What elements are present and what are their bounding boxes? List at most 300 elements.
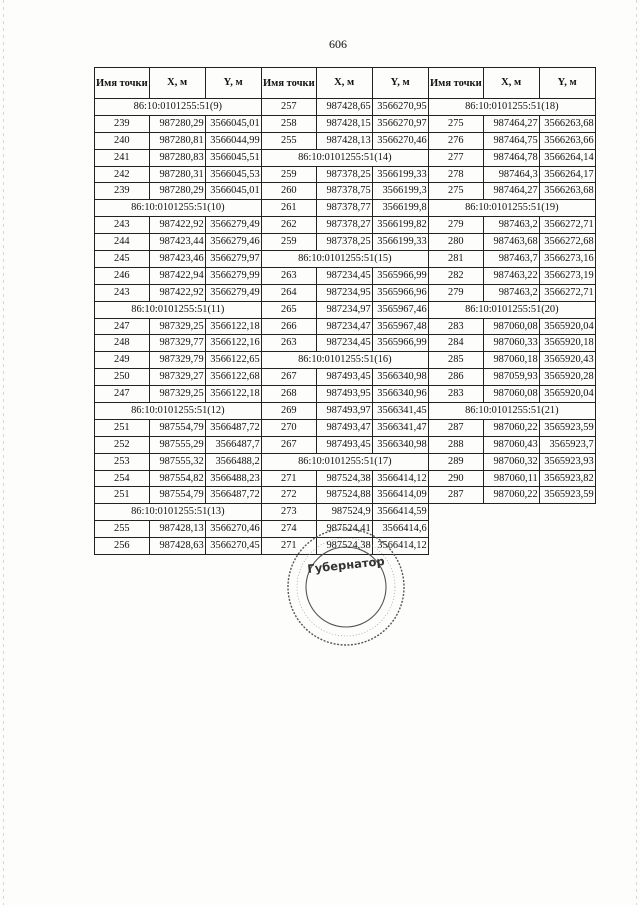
- section-cadastral-number: 86:10:0101255:51(10): [95, 200, 262, 217]
- section-cadastral-number: 86:10:0101255:51(15): [262, 251, 429, 268]
- y-coordinate-cell: 3566272,71: [539, 217, 595, 234]
- point-name-cell: 287: [429, 419, 484, 436]
- section-cadastral-number: 86:10:0101255:51(14): [262, 149, 429, 166]
- x-coordinate-cell: 987378,27: [316, 217, 372, 234]
- header-x: X, м: [316, 68, 372, 99]
- y-coordinate-cell: 3566414,09: [372, 487, 428, 504]
- x-coordinate-cell: 987422,92: [149, 284, 205, 301]
- x-coordinate-cell: 987378,77: [316, 200, 372, 217]
- table-row: [429, 419, 596, 436]
- point-name-cell: 286: [429, 369, 484, 386]
- point-name-cell: 266: [262, 318, 317, 335]
- table-row: [262, 419, 429, 436]
- x-coordinate-cell: 987463,7: [483, 251, 539, 268]
- point-name-cell: 257: [262, 99, 317, 116]
- x-coordinate-cell: 987428,15: [316, 115, 372, 132]
- table-row: [429, 183, 596, 200]
- y-coordinate-cell: 3565920,43: [539, 352, 595, 369]
- point-name-cell: 270: [262, 419, 317, 436]
- y-coordinate-cell: 3565923,59: [539, 419, 595, 436]
- point-name-cell: 284: [429, 335, 484, 352]
- x-coordinate-cell: 987329,77: [149, 335, 205, 352]
- x-coordinate-cell: 987059,93: [483, 369, 539, 386]
- header-y: Y, м: [539, 68, 595, 99]
- x-coordinate-cell: 987378,25: [316, 166, 372, 183]
- x-coordinate-cell: 987234,47: [316, 318, 372, 335]
- section-cadastral-number: 86:10:0101255:51(19): [429, 200, 596, 217]
- section-cadastral-number: 86:10:0101255:51(9): [95, 99, 262, 116]
- point-name-cell: 247: [95, 386, 150, 403]
- table-row: [262, 267, 429, 284]
- section-cadastral-number: 86:10:0101255:51(13): [95, 504, 262, 521]
- y-coordinate-cell: 3566414,12: [372, 470, 428, 487]
- point-name-cell: 288: [429, 436, 484, 453]
- x-coordinate-cell: 987234,95: [316, 284, 372, 301]
- table-row: [95, 453, 262, 470]
- table-row: [262, 386, 429, 403]
- header-point-name: Имя точки: [429, 68, 484, 99]
- table-row: [262, 183, 429, 200]
- section-cadastral-number: 86:10:0101255:51(11): [95, 301, 262, 318]
- x-coordinate-cell: 987554,82: [149, 470, 205, 487]
- header-x: X, м: [149, 68, 205, 99]
- page-number: 606: [329, 37, 347, 51]
- x-coordinate-cell: 987524,38: [316, 470, 372, 487]
- table-row: [95, 251, 262, 268]
- y-coordinate-cell: 3566340,96: [372, 386, 428, 403]
- table-row: [429, 217, 596, 234]
- point-name-cell: 285: [429, 352, 484, 369]
- section-row: [95, 301, 262, 318]
- header-point-name: Имя точки: [95, 68, 150, 99]
- table-row: [262, 369, 429, 386]
- point-name-cell: 260: [262, 183, 317, 200]
- x-coordinate-cell: 987554,79: [149, 487, 205, 504]
- point-name-cell: 274: [262, 521, 317, 538]
- point-name-cell: 267: [262, 436, 317, 453]
- y-coordinate-cell: 3566045,53: [205, 166, 261, 183]
- table-row: [429, 149, 596, 166]
- table-row: [95, 419, 262, 436]
- page-edge-right: [636, 0, 637, 905]
- point-name-cell: 246: [95, 267, 150, 284]
- y-coordinate-cell: 3566263,68: [539, 115, 595, 132]
- table-row: [262, 436, 429, 453]
- y-coordinate-cell: 3566199,33: [372, 166, 428, 183]
- y-coordinate-cell: 3566414,6: [372, 521, 428, 538]
- x-coordinate-cell: 987464,27: [483, 183, 539, 200]
- table-row: [429, 251, 596, 268]
- y-coordinate-cell: 3566488,23: [205, 470, 261, 487]
- point-name-cell: 254: [95, 470, 150, 487]
- seal-outer-ring: [288, 529, 404, 645]
- y-coordinate-cell: 3566122,65: [205, 352, 261, 369]
- point-name-cell: 256: [95, 538, 150, 555]
- point-name-cell: 247: [95, 318, 150, 335]
- point-name-cell: 281: [429, 251, 484, 268]
- section-cadastral-number: 86:10:0101255:51(18): [429, 99, 596, 116]
- y-coordinate-cell: 3566487,72: [205, 419, 261, 436]
- point-name-cell: 290: [429, 470, 484, 487]
- y-coordinate-cell: 3566273,19: [539, 267, 595, 284]
- point-name-cell: 255: [95, 521, 150, 538]
- section-row: [95, 504, 262, 521]
- table-row: [262, 335, 429, 352]
- x-coordinate-cell: 987524,38: [316, 538, 372, 555]
- x-coordinate-cell: 987524,9: [316, 504, 372, 521]
- point-name-cell: 259: [262, 166, 317, 183]
- point-name-cell: 275: [429, 115, 484, 132]
- point-name-cell: 243: [95, 217, 150, 234]
- x-coordinate-cell: 987060,33: [483, 335, 539, 352]
- table-row: [95, 369, 262, 386]
- table-row: [262, 115, 429, 132]
- point-name-cell: 248: [95, 335, 150, 352]
- y-coordinate-cell: 3566270,97: [372, 115, 428, 132]
- table-row: [262, 318, 429, 335]
- x-coordinate-cell: 987280,83: [149, 149, 205, 166]
- section-row: [95, 200, 262, 217]
- point-name-cell: 252: [95, 436, 150, 453]
- x-coordinate-cell: 987555,32: [149, 453, 205, 470]
- y-coordinate-cell: 3566270,45: [205, 538, 261, 555]
- table-row: [95, 521, 262, 538]
- y-coordinate-cell: 3566414,59: [372, 504, 428, 521]
- y-coordinate-cell: 3566279,97: [205, 251, 261, 268]
- point-name-cell: 263: [262, 335, 317, 352]
- point-name-cell: 250: [95, 369, 150, 386]
- section-row: [262, 251, 429, 268]
- y-coordinate-cell: 3566122,68: [205, 369, 261, 386]
- table-row: [429, 487, 596, 504]
- header-y: Y, м: [372, 68, 428, 99]
- table-row: [262, 470, 429, 487]
- y-coordinate-cell: 3566045,51: [205, 149, 261, 166]
- x-coordinate-cell: 987329,27: [149, 369, 205, 386]
- y-coordinate-cell: 3566122,16: [205, 335, 261, 352]
- point-name-cell: 271: [262, 470, 317, 487]
- y-coordinate-cell: 3566279,49: [205, 217, 261, 234]
- table-row: [95, 166, 262, 183]
- table-row: [262, 301, 429, 318]
- header-point-name: Имя точки: [262, 68, 317, 99]
- table-row: [429, 166, 596, 183]
- point-name-cell: 263: [262, 267, 317, 284]
- x-coordinate-cell: 987423,44: [149, 234, 205, 251]
- x-coordinate-cell: 987493,45: [316, 436, 372, 453]
- point-name-cell: 272: [262, 487, 317, 504]
- x-coordinate-cell: 987428,13: [149, 521, 205, 538]
- point-name-cell: 262: [262, 217, 317, 234]
- x-coordinate-cell: 987060,32: [483, 453, 539, 470]
- y-coordinate-cell: 3566340,98: [372, 436, 428, 453]
- y-coordinate-cell: 3566270,46: [205, 521, 261, 538]
- y-coordinate-cell: 3566279,46: [205, 234, 261, 251]
- section-row: [429, 301, 596, 318]
- y-coordinate-cell: 3566199,3: [372, 183, 428, 200]
- table-row: [95, 487, 262, 504]
- table-row: [95, 115, 262, 132]
- y-coordinate-cell: 3566122,18: [205, 386, 261, 403]
- point-name-cell: 269: [262, 403, 317, 420]
- y-coordinate-cell: 3566279,99: [205, 267, 261, 284]
- x-coordinate-cell: 987280,29: [149, 115, 205, 132]
- table-row: [95, 318, 262, 335]
- y-coordinate-cell: 3565967,46: [372, 301, 428, 318]
- point-name-cell: 245: [95, 251, 150, 268]
- point-name-cell: 259: [262, 234, 317, 251]
- point-name-cell: 243: [95, 284, 150, 301]
- y-coordinate-cell: 3566272,71: [539, 284, 595, 301]
- point-name-cell: 273: [262, 504, 317, 521]
- point-name-cell: 249: [95, 352, 150, 369]
- y-coordinate-cell: 3566263,68: [539, 183, 595, 200]
- table-row: [262, 166, 429, 183]
- y-coordinate-cell: 3566264,17: [539, 166, 595, 183]
- point-name-cell: 239: [95, 183, 150, 200]
- y-coordinate-cell: 3566044,99: [205, 132, 261, 149]
- section-row: [429, 200, 596, 217]
- x-coordinate-cell: 987428,63: [149, 538, 205, 555]
- point-name-cell: 283: [429, 318, 484, 335]
- y-coordinate-cell: 3566340,98: [372, 369, 428, 386]
- table-row: [262, 504, 429, 521]
- y-coordinate-cell: 3566270,95: [372, 99, 428, 116]
- x-coordinate-cell: 987423,46: [149, 251, 205, 268]
- x-coordinate-cell: 987234,45: [316, 335, 372, 352]
- x-coordinate-cell: 987422,94: [149, 267, 205, 284]
- table-row: [429, 115, 596, 132]
- section-cadastral-number: 86:10:0101255:51(17): [262, 453, 429, 470]
- x-coordinate-cell: 987378,75: [316, 183, 372, 200]
- table-row: [262, 234, 429, 251]
- x-coordinate-cell: 987060,18: [483, 352, 539, 369]
- section-row: [429, 99, 596, 116]
- point-name-cell: 244: [95, 234, 150, 251]
- y-coordinate-cell: 3566273,16: [539, 251, 595, 268]
- section-cadastral-number: 86:10:0101255:51(16): [262, 352, 429, 369]
- table-row: [429, 470, 596, 487]
- governor-seal: [285, 526, 407, 648]
- point-name-cell: 275: [429, 183, 484, 200]
- y-coordinate-cell: 3565966,99: [372, 267, 428, 284]
- section-row: [95, 99, 262, 116]
- section-cadastral-number: 86:10:0101255:51(21): [429, 403, 596, 420]
- y-coordinate-cell: 3566487,7: [205, 436, 261, 453]
- table-row: [262, 284, 429, 301]
- y-coordinate-cell: 3565920,18: [539, 335, 595, 352]
- x-coordinate-cell: 987060,08: [483, 318, 539, 335]
- x-coordinate-cell: 987280,81: [149, 132, 205, 149]
- point-name-cell: 239: [95, 115, 150, 132]
- table-row: [429, 234, 596, 251]
- point-name-cell: 271: [262, 538, 317, 555]
- table-row: [95, 267, 262, 284]
- y-coordinate-cell: 3566045,01: [205, 183, 261, 200]
- point-name-cell: 265: [262, 301, 317, 318]
- y-coordinate-cell: 3565920,04: [539, 318, 595, 335]
- y-coordinate-cell: 3565966,96: [372, 284, 428, 301]
- x-coordinate-cell: 987555,29: [149, 436, 205, 453]
- y-coordinate-cell: 3565920,28: [539, 369, 595, 386]
- table-row: [262, 99, 429, 116]
- table-row: [95, 149, 262, 166]
- y-coordinate-cell: 3566270,46: [372, 132, 428, 149]
- y-coordinate-cell: 3565967,48: [372, 318, 428, 335]
- x-coordinate-cell: 987234,97: [316, 301, 372, 318]
- point-name-cell: 240: [95, 132, 150, 149]
- point-name-cell: 253: [95, 453, 150, 470]
- table-row: [429, 386, 596, 403]
- y-coordinate-cell: 3565966,99: [372, 335, 428, 352]
- point-name-cell: 241: [95, 149, 150, 166]
- point-name-cell: 279: [429, 217, 484, 234]
- point-name-cell: 283: [429, 386, 484, 403]
- y-coordinate-cell: 3566341,45: [372, 403, 428, 420]
- x-coordinate-cell: 987464,75: [483, 132, 539, 149]
- table-row: [262, 217, 429, 234]
- y-coordinate-cell: 3565920,04: [539, 386, 595, 403]
- point-name-cell: 258: [262, 115, 317, 132]
- table-row: [429, 453, 596, 470]
- x-coordinate-cell: 987428,65: [316, 99, 372, 116]
- y-coordinate-cell: 3565923,7: [539, 436, 595, 453]
- section-row: [262, 352, 429, 369]
- point-name-cell: 289: [429, 453, 484, 470]
- x-coordinate-cell: 987060,22: [483, 419, 539, 436]
- header-x: X, м: [483, 68, 539, 99]
- point-name-cell: 261: [262, 200, 317, 217]
- y-coordinate-cell: 3566341,47: [372, 419, 428, 436]
- point-name-cell: 251: [95, 487, 150, 504]
- table-row: [95, 538, 262, 555]
- section-row: [262, 149, 429, 166]
- x-coordinate-cell: 987378,25: [316, 234, 372, 251]
- x-coordinate-cell: 987422,92: [149, 217, 205, 234]
- table-row: [429, 318, 596, 335]
- point-name-cell: 277: [429, 149, 484, 166]
- table-row: [95, 352, 262, 369]
- point-name-cell: 267: [262, 369, 317, 386]
- point-name-cell: 242: [95, 166, 150, 183]
- x-coordinate-cell: 987329,25: [149, 386, 205, 403]
- point-name-cell: 276: [429, 132, 484, 149]
- x-coordinate-cell: 987493,45: [316, 369, 372, 386]
- table-row: [95, 436, 262, 453]
- table-row: [95, 470, 262, 487]
- section-row: [429, 403, 596, 420]
- x-coordinate-cell: 987060,08: [483, 386, 539, 403]
- table-row: [429, 369, 596, 386]
- x-coordinate-cell: 987493,95: [316, 386, 372, 403]
- table-row: [262, 200, 429, 217]
- point-name-cell: 268: [262, 386, 317, 403]
- x-coordinate-cell: 987060,43: [483, 436, 539, 453]
- y-coordinate-cell: 3566414,12: [372, 538, 428, 555]
- y-coordinate-cell: 3566279,49: [205, 284, 261, 301]
- x-coordinate-cell: 987280,31: [149, 166, 205, 183]
- table-row: [95, 234, 262, 251]
- x-coordinate-cell: 987463,22: [483, 267, 539, 284]
- point-name-cell: 255: [262, 132, 317, 149]
- y-coordinate-cell: 3566199,8: [372, 200, 428, 217]
- x-coordinate-cell: 987463,2: [483, 284, 539, 301]
- table-row: [429, 335, 596, 352]
- section-cadastral-number: 86:10:0101255:51(12): [95, 403, 262, 420]
- point-name-cell: 287: [429, 487, 484, 504]
- y-coordinate-cell: 3566487,72: [205, 487, 261, 504]
- coordinates-table-3: [428, 67, 596, 504]
- x-coordinate-cell: 987463,2: [483, 217, 539, 234]
- page-edge-left: [3, 0, 4, 905]
- x-coordinate-cell: 987234,45: [316, 267, 372, 284]
- point-name-cell: 282: [429, 267, 484, 284]
- point-name-cell: 279: [429, 284, 484, 301]
- y-coordinate-cell: 3566199,33: [372, 234, 428, 251]
- seal-label: Губернатор: [306, 553, 386, 577]
- y-coordinate-cell: 3566199,82: [372, 217, 428, 234]
- table-row: [262, 487, 429, 504]
- x-coordinate-cell: 987428,13: [316, 132, 372, 149]
- x-coordinate-cell: 987464,3: [483, 166, 539, 183]
- x-coordinate-cell: 987463,68: [483, 234, 539, 251]
- table-row: [95, 386, 262, 403]
- section-cadastral-number: 86:10:0101255:51(20): [429, 301, 596, 318]
- table-row: [95, 335, 262, 352]
- table-row: [429, 284, 596, 301]
- x-coordinate-cell: 987524,41: [316, 521, 372, 538]
- x-coordinate-cell: 987524,88: [316, 487, 372, 504]
- table-row: [429, 132, 596, 149]
- coordinates-table-2: [261, 67, 429, 555]
- y-coordinate-cell: 3565923,82: [539, 470, 595, 487]
- x-coordinate-cell: 987493,97: [316, 403, 372, 420]
- point-name-cell: 251: [95, 419, 150, 436]
- x-coordinate-cell: 987280,29: [149, 183, 205, 200]
- table-row: [262, 132, 429, 149]
- y-coordinate-cell: 3566122,18: [205, 318, 261, 335]
- table-row: [95, 132, 262, 149]
- y-coordinate-cell: 3566264,14: [539, 149, 595, 166]
- header-y: Y, м: [205, 68, 261, 99]
- x-coordinate-cell: 987329,25: [149, 318, 205, 335]
- table-row: [95, 217, 262, 234]
- x-coordinate-cell: 987329,79: [149, 352, 205, 369]
- x-coordinate-cell: 987464,27: [483, 115, 539, 132]
- y-coordinate-cell: 3565923,59: [539, 487, 595, 504]
- x-coordinate-cell: 987464,78: [483, 149, 539, 166]
- table-row: [95, 183, 262, 200]
- point-name-cell: 264: [262, 284, 317, 301]
- seal-middle-ring: [297, 538, 395, 636]
- table-row: [429, 352, 596, 369]
- y-coordinate-cell: 3566045,01: [205, 115, 261, 132]
- y-coordinate-cell: 3566263,66: [539, 132, 595, 149]
- y-coordinate-cell: 3566272,68: [539, 234, 595, 251]
- coordinates-table-1: [94, 67, 262, 555]
- point-name-cell: 278: [429, 166, 484, 183]
- y-coordinate-cell: 3565923,93: [539, 453, 595, 470]
- table-row: [95, 284, 262, 301]
- table-row: [429, 267, 596, 284]
- x-coordinate-cell: 987060,11: [483, 470, 539, 487]
- y-coordinate-cell: 3566488,2: [205, 453, 261, 470]
- point-name-cell: 280: [429, 234, 484, 251]
- x-coordinate-cell: 987493,47: [316, 419, 372, 436]
- x-coordinate-cell: 987554,79: [149, 419, 205, 436]
- section-row: [95, 403, 262, 420]
- table-row: [429, 436, 596, 453]
